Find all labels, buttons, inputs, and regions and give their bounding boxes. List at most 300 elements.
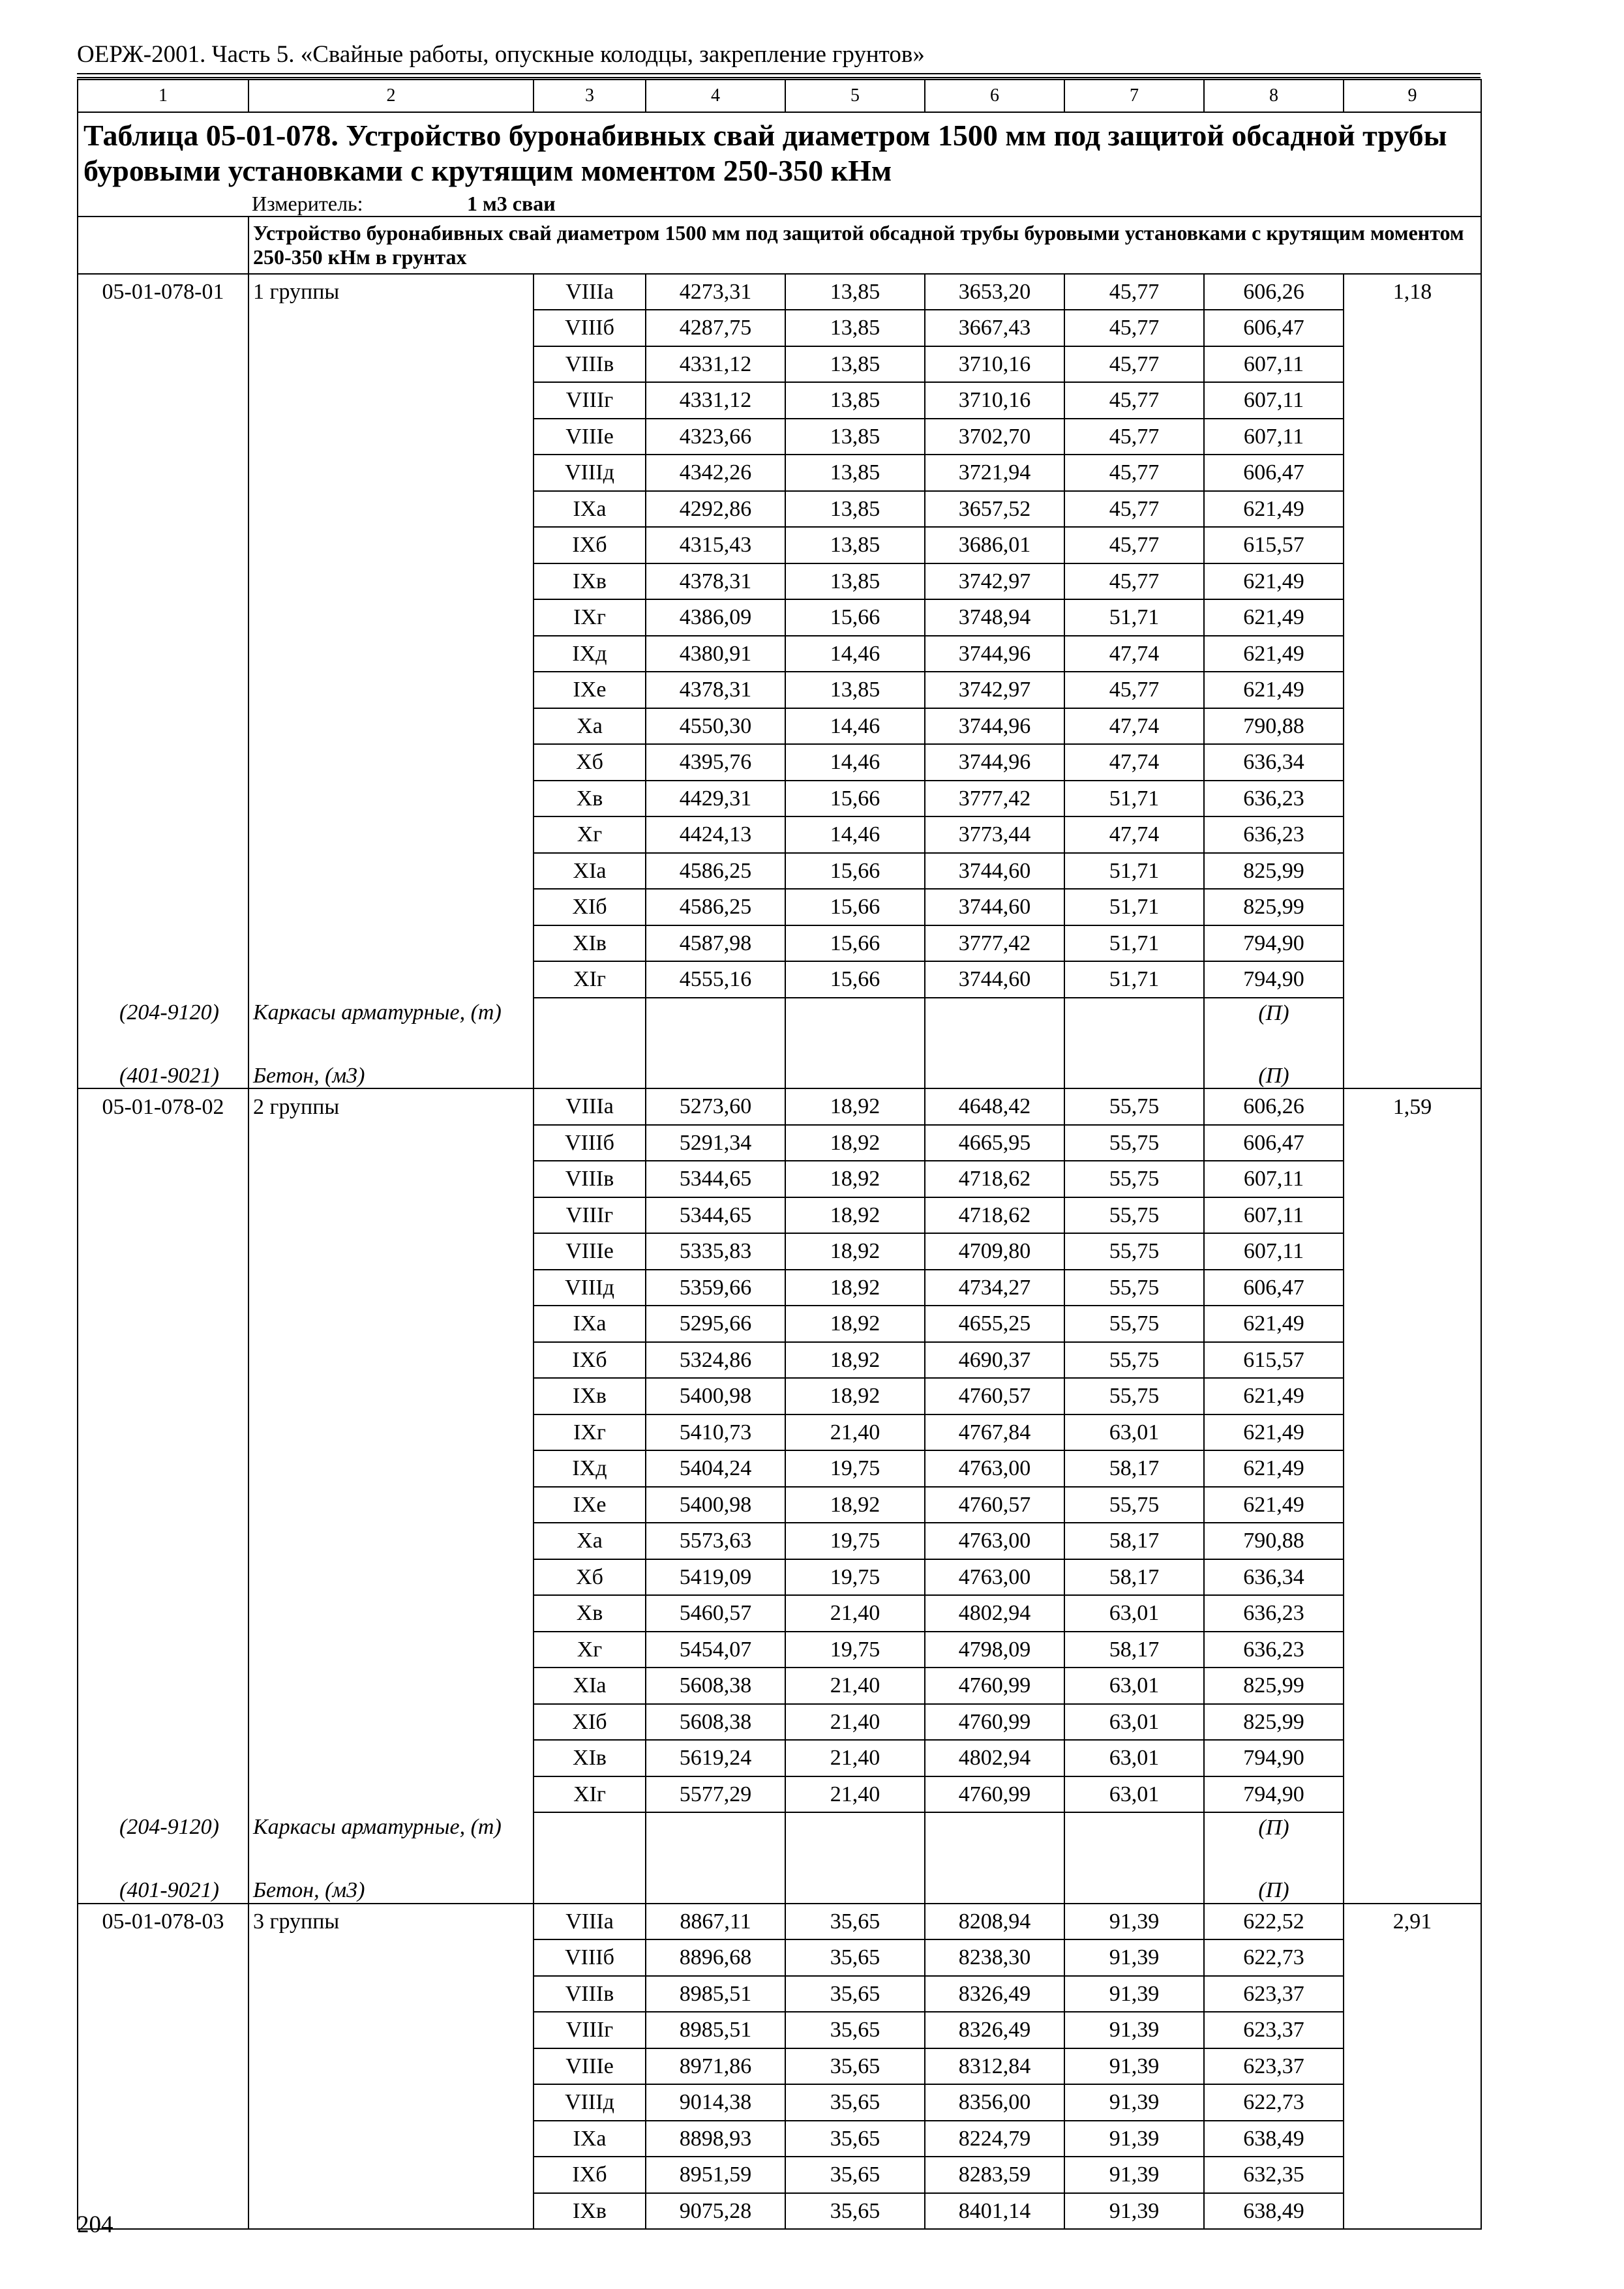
machine-cost: 4798,09 bbox=[925, 1632, 1064, 1668]
materials-cost: 825,99 bbox=[1204, 1668, 1344, 1704]
operator-wages: 55,75 bbox=[1064, 1378, 1204, 1414]
machine-cost: 3777,42 bbox=[925, 925, 1064, 962]
rate-code: 05-01-078-02 bbox=[78, 1088, 248, 1125]
table-row bbox=[78, 1939, 1481, 1976]
total-cost: 4378,31 bbox=[646, 563, 785, 600]
empty-cell bbox=[78, 961, 248, 998]
table-row bbox=[78, 491, 1481, 528]
total-cost: 8985,51 bbox=[646, 1976, 785, 2012]
empty-cell bbox=[1344, 2193, 1481, 2230]
empty-cell bbox=[248, 527, 534, 563]
empty-cell bbox=[248, 636, 534, 672]
empty-cell bbox=[1064, 1812, 1204, 1877]
soil-category: VIIIв bbox=[534, 1976, 646, 2012]
machine-cost: 4760,57 bbox=[925, 1487, 1064, 1523]
wages: 14,46 bbox=[785, 708, 925, 745]
empty-cell bbox=[78, 744, 248, 781]
materials-cost: 606,47 bbox=[1204, 455, 1344, 491]
empty-cell bbox=[1344, 961, 1481, 998]
total-cost: 4323,66 bbox=[646, 419, 785, 455]
total-cost: 5454,07 bbox=[646, 1632, 785, 1668]
wages: 15,66 bbox=[785, 781, 925, 817]
wages: 35,65 bbox=[785, 2121, 925, 2157]
materials-cost: 615,57 bbox=[1204, 527, 1344, 563]
materials-cost: 790,88 bbox=[1204, 1523, 1344, 1559]
operator-wages: 47,74 bbox=[1064, 636, 1204, 672]
machine-cost: 4767,84 bbox=[925, 1414, 1064, 1451]
labor-hours: 1,59 bbox=[1344, 1088, 1481, 1125]
materials-cost: 794,90 bbox=[1204, 1776, 1344, 1813]
empty-cell bbox=[1344, 2048, 1481, 2085]
empty-cell bbox=[646, 998, 785, 1062]
machine-cost: 3744,96 bbox=[925, 636, 1064, 672]
wages: 18,92 bbox=[785, 1270, 925, 1306]
empty-cell bbox=[1344, 781, 1481, 817]
operator-wages: 45,77 bbox=[1064, 527, 1204, 563]
page-number: 204 bbox=[77, 2211, 113, 2238]
empty-cell bbox=[78, 708, 248, 745]
empty-cell bbox=[1064, 1877, 1204, 1903]
total-cost: 5344,65 bbox=[646, 1161, 785, 1197]
materials-cost: 794,90 bbox=[1204, 1740, 1344, 1776]
materials-cost: 607,11 bbox=[1204, 1197, 1344, 1234]
wages: 35,65 bbox=[785, 1939, 925, 1976]
empty-cell bbox=[248, 1776, 534, 1813]
operator-wages: 45,77 bbox=[1064, 563, 1204, 600]
total-cost: 5273,60 bbox=[646, 1088, 785, 1125]
wages: 21,40 bbox=[785, 1776, 925, 1813]
empty-cell bbox=[1344, 1306, 1481, 1342]
wages: 15,66 bbox=[785, 925, 925, 962]
machine-cost: 8326,49 bbox=[925, 2012, 1064, 2048]
resource-note: (П) bbox=[1204, 1877, 1344, 1903]
operator-wages: 47,74 bbox=[1064, 744, 1204, 781]
total-cost: 8867,11 bbox=[646, 1904, 785, 1940]
soil-category: XIг bbox=[534, 961, 646, 998]
labor-hours: 2,91 bbox=[1344, 1904, 1481, 1940]
soil-category: XIa bbox=[534, 853, 646, 890]
empty-cell bbox=[78, 491, 248, 528]
operator-wages: 51,71 bbox=[1064, 599, 1204, 636]
machine-cost: 8401,14 bbox=[925, 2193, 1064, 2230]
empty-cell bbox=[248, 1704, 534, 1741]
empty-cell bbox=[78, 816, 248, 853]
total-cost: 5400,98 bbox=[646, 1378, 785, 1414]
soil-category: XIг bbox=[534, 1776, 646, 1813]
empty-cell bbox=[248, 1632, 534, 1668]
column-number: 4 bbox=[646, 80, 785, 112]
total-cost: 8898,93 bbox=[646, 2121, 785, 2157]
resource-note: (П) bbox=[1204, 1062, 1344, 1088]
total-cost: 5404,24 bbox=[646, 1450, 785, 1487]
operator-wages: 55,75 bbox=[1064, 1197, 1204, 1234]
machine-cost: 3686,01 bbox=[925, 527, 1064, 563]
empty-cell bbox=[1344, 419, 1481, 455]
soil-category: IXг bbox=[534, 1414, 646, 1451]
operator-wages: 58,17 bbox=[1064, 1523, 1204, 1559]
table-row bbox=[78, 2121, 1481, 2157]
table-row bbox=[78, 1306, 1481, 1342]
operator-wages: 55,75 bbox=[1064, 1088, 1204, 1125]
soil-category: Xa bbox=[534, 1523, 646, 1559]
soil-category: IXв bbox=[534, 1378, 646, 1414]
soil-category: IXв bbox=[534, 2193, 646, 2230]
work-description: 1 группы bbox=[248, 274, 534, 310]
total-cost: 4380,91 bbox=[646, 636, 785, 672]
empty-cell bbox=[78, 1559, 248, 1596]
operator-wages: 51,71 bbox=[1064, 889, 1204, 925]
total-cost: 4342,26 bbox=[646, 455, 785, 491]
empty-cell bbox=[248, 1668, 534, 1704]
machine-cost: 4760,99 bbox=[925, 1704, 1064, 1741]
empty-cell bbox=[1344, 889, 1481, 925]
materials-cost: 622,73 bbox=[1204, 1939, 1344, 1976]
materials-cost: 636,23 bbox=[1204, 816, 1344, 853]
column-number: 3 bbox=[534, 80, 646, 112]
empty-cell bbox=[248, 310, 534, 346]
wages: 15,66 bbox=[785, 961, 925, 998]
operator-wages: 55,75 bbox=[1064, 1125, 1204, 1161]
wages: 13,85 bbox=[785, 346, 925, 383]
soil-category: VIIIг bbox=[534, 1197, 646, 1234]
soil-category: IXд bbox=[534, 1450, 646, 1487]
total-cost: 5295,66 bbox=[646, 1306, 785, 1342]
column-number: 5 bbox=[785, 80, 925, 112]
machine-cost: 3777,42 bbox=[925, 781, 1064, 817]
table-row bbox=[78, 1704, 1481, 1741]
operator-wages: 45,77 bbox=[1064, 491, 1204, 528]
total-cost: 5335,83 bbox=[646, 1233, 785, 1270]
total-cost: 8896,68 bbox=[646, 1939, 785, 1976]
empty-cell bbox=[248, 2121, 534, 2157]
soil-category: IXa bbox=[534, 491, 646, 528]
soil-category: VIIIг bbox=[534, 382, 646, 419]
table-row bbox=[78, 1414, 1481, 1451]
resource-name: Бетон, (м3) bbox=[248, 1877, 534, 1903]
soil-category: Xв bbox=[534, 781, 646, 817]
soil-category: XIб bbox=[534, 1704, 646, 1741]
materials-cost: 636,23 bbox=[1204, 1595, 1344, 1632]
table-row bbox=[78, 2157, 1481, 2193]
materials-cost: 636,34 bbox=[1204, 1559, 1344, 1596]
table-row bbox=[78, 599, 1481, 636]
resource-code: (204-9120) bbox=[78, 998, 248, 1062]
operator-wages: 55,75 bbox=[1064, 1270, 1204, 1306]
wages: 35,65 bbox=[785, 2012, 925, 2048]
resource-code: (401-9021) bbox=[78, 1062, 248, 1088]
materials-cost: 621,49 bbox=[1204, 599, 1344, 636]
table-row bbox=[78, 889, 1481, 925]
wages: 21,40 bbox=[785, 1740, 925, 1776]
empty-cell bbox=[1344, 1704, 1481, 1741]
labor-hours: 1,18 bbox=[1344, 274, 1481, 310]
empty-cell bbox=[78, 2012, 248, 2048]
empty-cell bbox=[78, 1523, 248, 1559]
empty-cell bbox=[1344, 1877, 1481, 1903]
materials-cost: 622,73 bbox=[1204, 2084, 1344, 2121]
table-row bbox=[78, 708, 1481, 745]
table-row bbox=[78, 1342, 1481, 1379]
wages: 19,75 bbox=[785, 1632, 925, 1668]
wages: 13,85 bbox=[785, 382, 925, 419]
table-body bbox=[78, 80, 1481, 2229]
total-cost: 5400,98 bbox=[646, 1487, 785, 1523]
total-cost: 4555,16 bbox=[646, 961, 785, 998]
resource-row bbox=[78, 998, 1481, 1062]
machine-cost: 4718,62 bbox=[925, 1197, 1064, 1234]
empty-cell bbox=[1344, 672, 1481, 708]
empty-cell bbox=[248, 1939, 534, 1976]
header-rule bbox=[77, 73, 1481, 78]
empty-cell bbox=[1344, 346, 1481, 383]
materials-cost: 623,37 bbox=[1204, 1976, 1344, 2012]
total-cost: 4586,25 bbox=[646, 853, 785, 890]
machine-cost: 3702,70 bbox=[925, 419, 1064, 455]
soil-category: VIIIe bbox=[534, 2048, 646, 2085]
empty-cell bbox=[785, 1812, 925, 1877]
table-title: Таблица 05-01-078. Устройство буронабивных свай диаметром 1500 мм под защитой обсадной трубы буровыми установками с крутящим моментом 250-350 кНм bbox=[78, 112, 1481, 192]
wages: 13,85 bbox=[785, 527, 925, 563]
empty-cell bbox=[248, 961, 534, 998]
machine-cost: 3773,44 bbox=[925, 816, 1064, 853]
wages: 13,85 bbox=[785, 274, 925, 310]
soil-category: IXa bbox=[534, 2121, 646, 2157]
operator-wages: 58,17 bbox=[1064, 1632, 1204, 1668]
machine-cost: 4648,42 bbox=[925, 1088, 1064, 1125]
empty-cell bbox=[1344, 1812, 1481, 1877]
operator-wages: 51,71 bbox=[1064, 781, 1204, 817]
wages: 13,85 bbox=[785, 672, 925, 708]
materials-cost: 621,49 bbox=[1204, 1450, 1344, 1487]
table-row bbox=[78, 1595, 1481, 1632]
materials-cost: 606,47 bbox=[1204, 310, 1344, 346]
empty-cell bbox=[534, 1062, 646, 1088]
empty-cell bbox=[1344, 1197, 1481, 1234]
empty-cell bbox=[248, 1976, 534, 2012]
table-row bbox=[78, 527, 1481, 563]
operator-wages: 51,71 bbox=[1064, 853, 1204, 890]
total-cost: 9014,38 bbox=[646, 2084, 785, 2121]
empty-cell bbox=[78, 382, 248, 419]
table-row bbox=[78, 925, 1481, 962]
table-row bbox=[78, 310, 1481, 346]
total-cost: 4586,25 bbox=[646, 889, 785, 925]
machine-cost: 3748,94 bbox=[925, 599, 1064, 636]
machine-cost: 4690,37 bbox=[925, 1342, 1064, 1379]
empty-cell bbox=[1344, 1740, 1481, 1776]
machine-cost: 4709,80 bbox=[925, 1233, 1064, 1270]
operator-wages: 91,39 bbox=[1064, 2084, 1204, 2121]
measure-value: 1 м3 сваи bbox=[467, 191, 556, 215]
operator-wages: 55,75 bbox=[1064, 1161, 1204, 1197]
machine-cost: 8224,79 bbox=[925, 2121, 1064, 2157]
soil-category: IXб bbox=[534, 1342, 646, 1379]
empty-cell bbox=[1344, 1378, 1481, 1414]
table-row bbox=[78, 1523, 1481, 1559]
table-row bbox=[78, 961, 1481, 998]
empty-cell bbox=[78, 1595, 248, 1632]
soil-category: VIIIe bbox=[534, 1233, 646, 1270]
empty-cell bbox=[78, 1740, 248, 1776]
machine-cost: 4665,95 bbox=[925, 1125, 1064, 1161]
empty-cell bbox=[925, 1812, 1064, 1877]
title-row bbox=[78, 112, 1481, 192]
soil-category: IXд bbox=[534, 636, 646, 672]
machine-cost: 4760,99 bbox=[925, 1776, 1064, 1813]
rates-table bbox=[77, 79, 1482, 2230]
materials-cost: 794,90 bbox=[1204, 961, 1344, 998]
total-cost: 4331,12 bbox=[646, 382, 785, 419]
wages: 18,92 bbox=[785, 1233, 925, 1270]
materials-cost: 607,11 bbox=[1204, 419, 1344, 455]
empty-cell bbox=[1344, 744, 1481, 781]
operator-wages: 63,01 bbox=[1064, 1704, 1204, 1741]
empty-cell bbox=[78, 1939, 248, 1976]
empty-cell bbox=[1344, 816, 1481, 853]
empty-cell bbox=[78, 2157, 248, 2193]
wages: 21,40 bbox=[785, 1704, 925, 1741]
empty-cell bbox=[1344, 1523, 1481, 1559]
empty-cell bbox=[1344, 925, 1481, 962]
empty-cell bbox=[248, 2193, 534, 2230]
total-cost: 5608,38 bbox=[646, 1704, 785, 1741]
table-row bbox=[78, 2084, 1481, 2121]
materials-cost: 632,35 bbox=[1204, 2157, 1344, 2193]
wages: 15,66 bbox=[785, 599, 925, 636]
soil-category: VIIIд bbox=[534, 1270, 646, 1306]
wages: 14,46 bbox=[785, 744, 925, 781]
machine-cost: 8356,00 bbox=[925, 2084, 1064, 2121]
empty-cell bbox=[78, 310, 248, 346]
empty-cell bbox=[78, 527, 248, 563]
wages: 18,92 bbox=[785, 1342, 925, 1379]
total-cost: 4386,09 bbox=[646, 599, 785, 636]
total-cost: 4424,13 bbox=[646, 816, 785, 853]
empty-cell bbox=[1344, 1776, 1481, 1813]
table-row bbox=[78, 1450, 1481, 1487]
materials-cost: 825,99 bbox=[1204, 889, 1344, 925]
column-number: 2 bbox=[248, 80, 534, 112]
column-number: 7 bbox=[1064, 80, 1204, 112]
operator-wages: 45,77 bbox=[1064, 419, 1204, 455]
empty-cell bbox=[1344, 1233, 1481, 1270]
empty-cell bbox=[78, 1306, 248, 1342]
machine-cost: 4763,00 bbox=[925, 1450, 1064, 1487]
wages: 21,40 bbox=[785, 1668, 925, 1704]
empty-cell bbox=[248, 599, 534, 636]
operator-wages: 91,39 bbox=[1064, 2048, 1204, 2085]
machine-cost: 3744,96 bbox=[925, 708, 1064, 745]
machine-cost: 4763,00 bbox=[925, 1523, 1064, 1559]
empty-cell bbox=[248, 2012, 534, 2048]
table-row bbox=[78, 781, 1481, 817]
empty-cell bbox=[534, 998, 646, 1062]
soil-category: Xг bbox=[534, 1632, 646, 1668]
total-cost: 5608,38 bbox=[646, 1668, 785, 1704]
empty-cell bbox=[248, 1487, 534, 1523]
machine-cost: 4763,00 bbox=[925, 1559, 1064, 1596]
resource-note: (П) bbox=[1204, 1812, 1344, 1877]
wages: 13,85 bbox=[785, 491, 925, 528]
wages: 35,65 bbox=[785, 2048, 925, 2085]
empty-cell bbox=[248, 744, 534, 781]
operator-wages: 58,17 bbox=[1064, 1559, 1204, 1596]
empty-cell bbox=[248, 563, 534, 600]
empty-cell bbox=[1344, 1668, 1481, 1704]
wages: 35,65 bbox=[785, 1904, 925, 1940]
soil-category: VIIIг bbox=[534, 2012, 646, 2048]
total-cost: 4395,76 bbox=[646, 744, 785, 781]
table-row bbox=[78, 853, 1481, 890]
total-cost: 4550,30 bbox=[646, 708, 785, 745]
empty-cell bbox=[925, 998, 1064, 1062]
empty-cell bbox=[1064, 998, 1204, 1062]
empty-cell bbox=[1344, 1632, 1481, 1668]
empty-cell bbox=[248, 1233, 534, 1270]
total-cost: 8951,59 bbox=[646, 2157, 785, 2193]
empty-cell bbox=[248, 419, 534, 455]
operator-wages: 91,39 bbox=[1064, 1904, 1204, 1940]
total-cost: 4378,31 bbox=[646, 672, 785, 708]
empty-cell bbox=[1344, 1414, 1481, 1451]
soil-category: Xб bbox=[534, 1559, 646, 1596]
wages: 13,85 bbox=[785, 455, 925, 491]
measure-cell bbox=[78, 192, 1481, 217]
empty-cell bbox=[78, 419, 248, 455]
soil-category: XIв bbox=[534, 1740, 646, 1776]
empty-cell bbox=[1344, 2121, 1481, 2157]
empty-cell bbox=[248, 346, 534, 383]
soil-category: VIIIa bbox=[534, 1088, 646, 1125]
empty-cell bbox=[248, 672, 534, 708]
empty-cell bbox=[1344, 491, 1481, 528]
table-row bbox=[78, 1668, 1481, 1704]
empty-cell bbox=[534, 1877, 646, 1903]
wages: 35,65 bbox=[785, 1976, 925, 2012]
empty-cell bbox=[248, 382, 534, 419]
machine-cost: 8283,59 bbox=[925, 2157, 1064, 2193]
machine-cost: 4760,57 bbox=[925, 1378, 1064, 1414]
soil-category: Xб bbox=[534, 744, 646, 781]
machine-cost: 8312,84 bbox=[925, 2048, 1064, 2085]
empty-cell bbox=[248, 1378, 534, 1414]
operator-wages: 91,39 bbox=[1064, 1939, 1204, 1976]
empty-cell bbox=[78, 1487, 248, 1523]
operator-wages: 47,74 bbox=[1064, 708, 1204, 745]
total-cost: 5419,09 bbox=[646, 1559, 785, 1596]
running-header: ОЕРЖ-2001. Часть 5. «Свайные работы, опускные колодцы, закрепление грунтов» bbox=[77, 41, 925, 68]
soil-category: Xa bbox=[534, 708, 646, 745]
empty-cell bbox=[1344, 1161, 1481, 1197]
machine-cost: 3744,60 bbox=[925, 889, 1064, 925]
empty-cell bbox=[248, 925, 534, 962]
wages: 18,92 bbox=[785, 1197, 925, 1234]
empty-cell bbox=[78, 1776, 248, 1813]
materials-cost: 621,49 bbox=[1204, 1378, 1344, 1414]
resource-code: (204-9120) bbox=[78, 1812, 248, 1877]
wages: 21,40 bbox=[785, 1414, 925, 1451]
measure-row bbox=[78, 192, 1481, 217]
operator-wages: 63,01 bbox=[1064, 1776, 1204, 1813]
operator-wages: 58,17 bbox=[1064, 1450, 1204, 1487]
resource-note: (П) bbox=[1204, 998, 1344, 1062]
empty-cell bbox=[534, 1812, 646, 1877]
soil-category: VIIIб bbox=[534, 310, 646, 346]
empty-cell bbox=[78, 455, 248, 491]
resource-row bbox=[78, 1062, 1481, 1088]
empty-cell bbox=[646, 1812, 785, 1877]
soil-category: IXб bbox=[534, 2157, 646, 2193]
